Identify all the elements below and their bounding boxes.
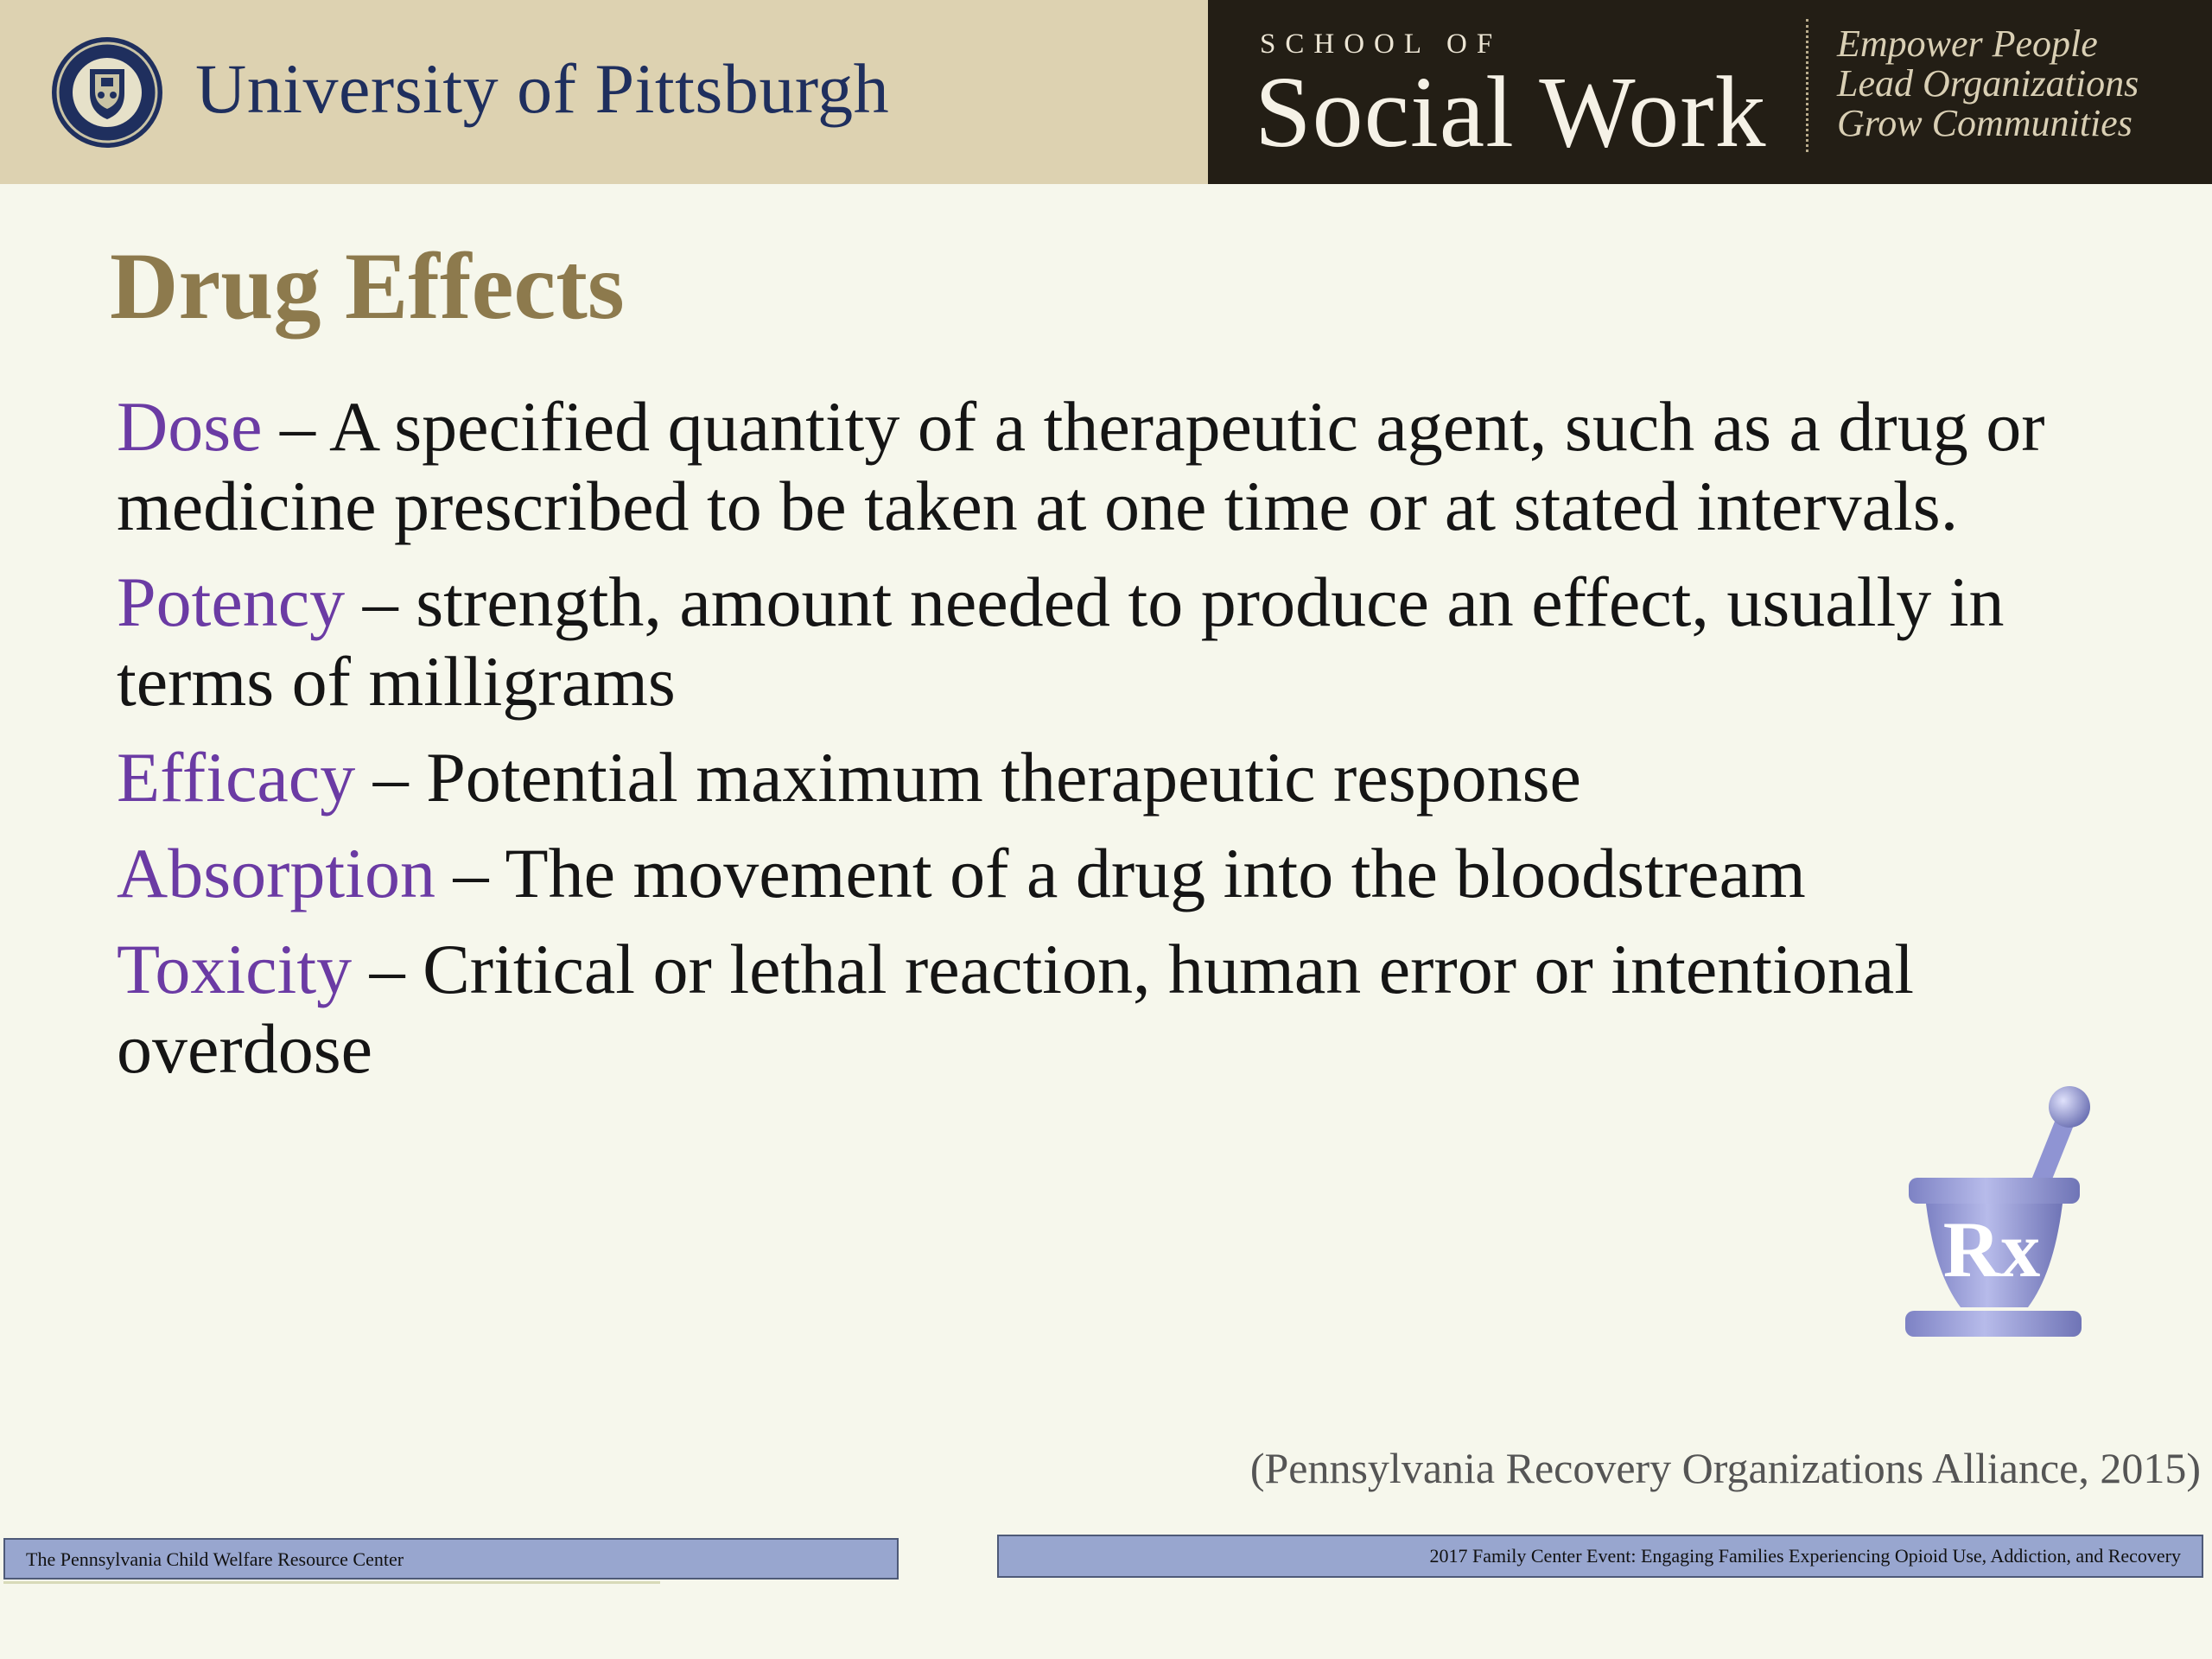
university-name: University of Pittsburgh xyxy=(195,49,890,128)
definition-term: Efficacy xyxy=(117,738,356,817)
university-seal-icon xyxy=(49,35,165,150)
definition-term: Potency xyxy=(117,563,346,641)
definition-item xyxy=(117,834,2104,913)
definition-text: – Critical or lethal reaction, human error or intentional overdose xyxy=(117,930,1915,1088)
definition-text: – A specified quantity of a therapeutic agent, such as a drug or medicine prescribed to be taken at one time or at stated intervals. xyxy=(117,387,2045,545)
footer-right-bar xyxy=(997,1535,2203,1578)
citation: (Pennsylvania Recovery Organizations Alliance, 2015) xyxy=(1249,1444,2201,1492)
footer-left-text: The Pennsylvania Child Welfare Resource Center xyxy=(26,1548,404,1570)
tagline-line: Empower People xyxy=(1837,22,2098,65)
rx-label: Rx xyxy=(1942,1205,2041,1294)
definition-item xyxy=(117,738,2104,817)
definition-text: – Potential maximum therapeutic response xyxy=(355,738,1581,817)
school-of-label: SCHOOL OF xyxy=(1260,29,1503,60)
definition-term: Toxicity xyxy=(117,930,353,1008)
tagline-line: Grow Communities xyxy=(1837,102,2133,144)
header-divider xyxy=(1806,19,1808,152)
definition-item xyxy=(117,563,2104,721)
mortar-pestle-rx-icon xyxy=(1897,1084,2104,1352)
footer-left-shadow xyxy=(3,1581,660,1584)
definition-term: Dose xyxy=(117,387,263,466)
tagline xyxy=(1837,24,2139,143)
definition-term: Absorption xyxy=(117,834,435,912)
slide-title: Drug Effects xyxy=(110,233,625,339)
school-name: Social Work xyxy=(1255,55,1767,168)
tagline-line: Lead Organizations xyxy=(1837,62,2139,105)
definition-text: – strength, amount needed to produce an effect, usually in terms of milligrams xyxy=(117,563,2005,721)
definition-item xyxy=(117,387,2104,546)
footer-right-text: 2017 Family Center Event: Engaging Families Experiencing Opioid Use, Addiction, and Recovery xyxy=(1429,1545,2181,1567)
definition-list xyxy=(117,387,2104,1105)
footer-left-bar xyxy=(3,1538,899,1580)
definition-text: – The movement of a drug into the bloodstream xyxy=(435,834,1806,912)
definition-item xyxy=(117,930,2104,1089)
